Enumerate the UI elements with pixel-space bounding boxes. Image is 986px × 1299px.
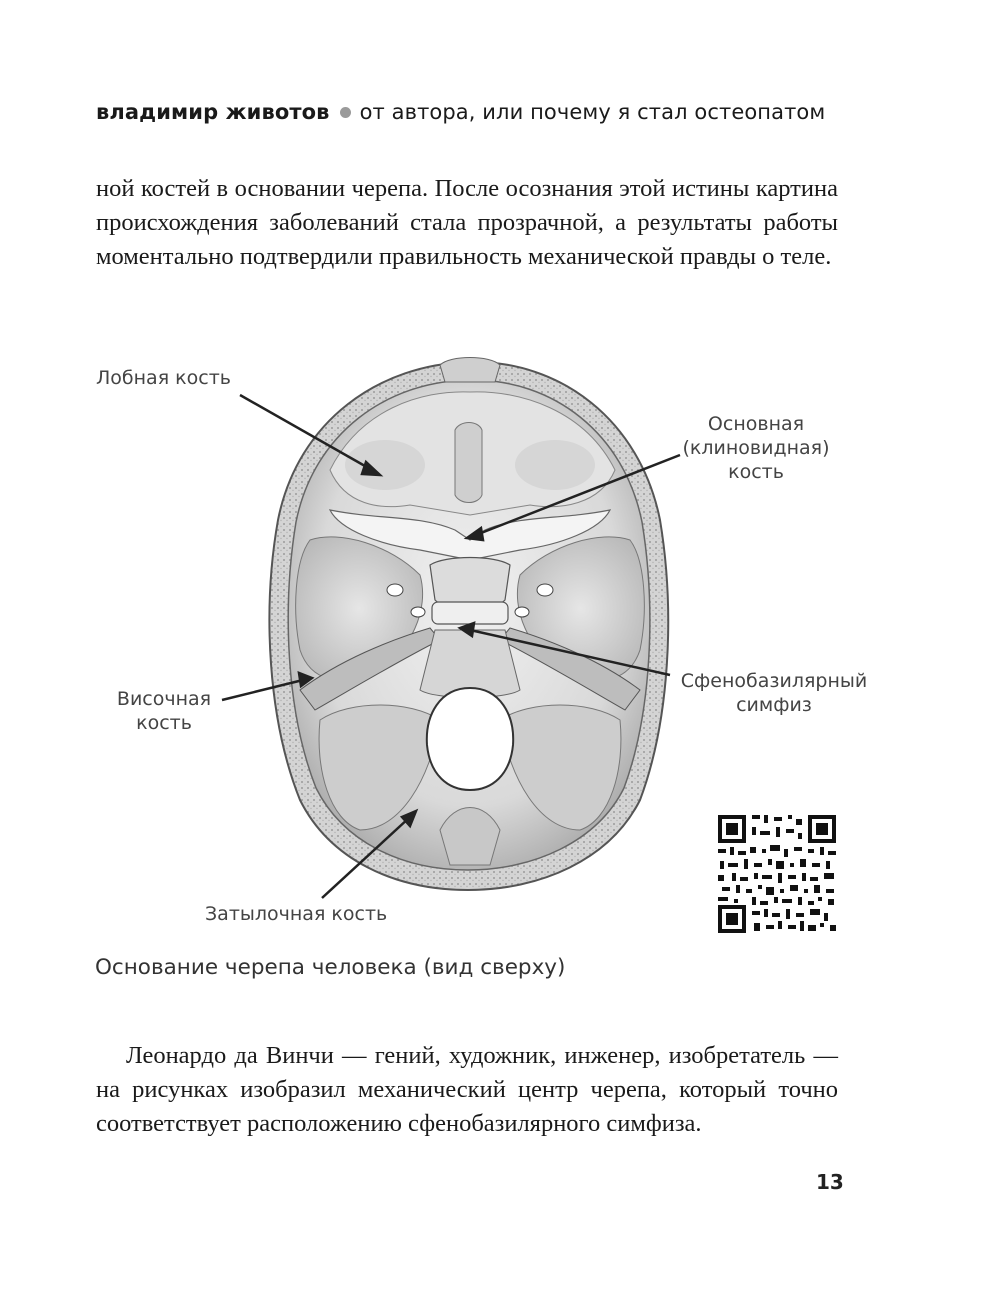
crista-galli xyxy=(440,358,500,383)
label-sphenoid-line3: кость xyxy=(728,461,784,483)
figure-caption: Основание черепа человека (вид сверху) xyxy=(95,955,566,980)
header-author: владимир животов xyxy=(96,100,330,124)
label-temporal-line1: Височная xyxy=(116,688,212,710)
paragraph-intro: ной костей в основании черепа. После осознания этой истины картина происхождения заболеваний стала прозрачной, а результаты работы моментально подтвердили правильность механической правды о теле. xyxy=(96,175,838,270)
qr-code xyxy=(716,813,838,935)
label-sphenoid-line2: (клиновидная) xyxy=(682,437,830,459)
label-occipital-bone: Затылочная кость xyxy=(205,903,388,925)
page-number: 13 xyxy=(816,1170,844,1194)
paragraph-leonardo-text: Леонардо да Винчи — гений, художник, инженер, изобретатель — на рисунках изобразил механический центр черепа, который точно соответствует расположению сфенобазилярного симфиза. xyxy=(96,1042,838,1137)
label-sphenoid-line1: Основная xyxy=(707,413,805,435)
paragraph-leonardo xyxy=(96,1039,838,1141)
label-sphenobasilar-synchondrosis xyxy=(674,669,874,717)
label-temporal-line2: кость xyxy=(136,712,192,734)
label-sphenoid-bone xyxy=(676,412,836,484)
label-synchondrosis-line2: симфиз xyxy=(736,694,812,716)
foramen-magnum xyxy=(427,688,513,790)
label-frontal-bone: Лобная кость xyxy=(96,367,231,389)
label-synchondrosis-line1: Сфенобазилярный xyxy=(680,670,868,692)
header-chapter-title: от автора, или почему я стал остеопатом xyxy=(359,100,826,124)
label-temporal-bone xyxy=(112,687,216,735)
